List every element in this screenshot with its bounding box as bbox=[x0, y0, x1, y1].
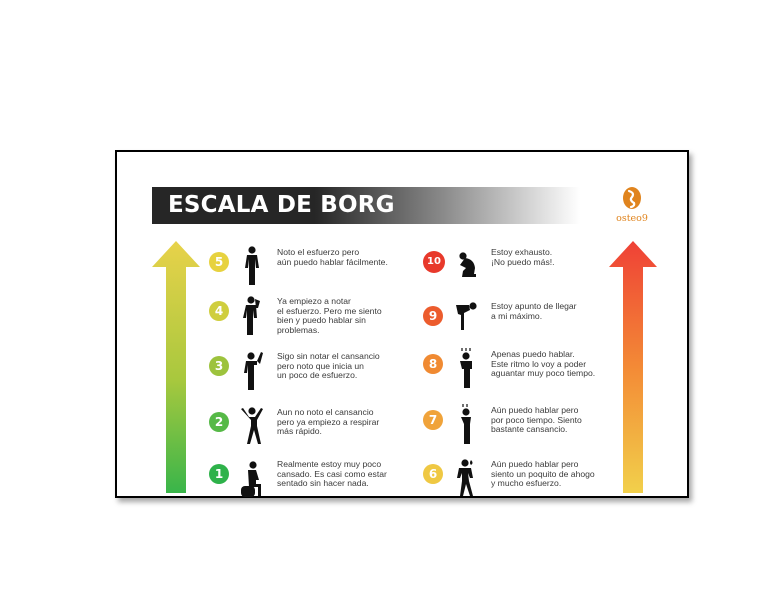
brand-name: osteo9 bbox=[616, 213, 648, 224]
arms-raised-person-icon bbox=[239, 406, 265, 446]
sitting-person-icon bbox=[239, 458, 265, 498]
level-description: Estoy exhausto. ¡No puedo más!. bbox=[491, 247, 555, 267]
exhausted-person-icon bbox=[453, 348, 479, 388]
level-1 bbox=[209, 458, 459, 508]
sweating-person-icon bbox=[453, 458, 479, 498]
brand-logo bbox=[610, 185, 654, 229]
level-4 bbox=[209, 295, 459, 345]
level-description: Estoy apunto de llegar a mi máximo. bbox=[491, 301, 577, 321]
level-badge: 8 bbox=[423, 354, 443, 374]
title-bar bbox=[152, 187, 580, 224]
level-description: Aún puedo hablar pero por poco tiempo. Siento bastante cansancio. bbox=[491, 405, 582, 435]
level-badge: 3 bbox=[209, 356, 229, 376]
level-description: Apenas puedo hablar. Este ritmo lo voy a poder aguantar muy poco tiempo. bbox=[491, 349, 596, 379]
level-badge: 2 bbox=[209, 412, 229, 432]
osteo9-logo-icon bbox=[610, 185, 654, 215]
level-badge: 7 bbox=[423, 410, 443, 430]
waving-person-icon bbox=[239, 350, 265, 390]
level-description: Sigo sin notar el cansancio pero noto que inicia un un poco de esfuerzo. bbox=[277, 351, 380, 381]
level-badge: 1 bbox=[209, 464, 229, 484]
level-3 bbox=[209, 350, 459, 400]
level-badge: 10 bbox=[423, 251, 445, 273]
hand-on-head-person-icon bbox=[239, 295, 265, 335]
level-2 bbox=[209, 406, 459, 456]
level-7 bbox=[423, 404, 673, 454]
level-description: Aun no noto el cansancio pero ya empiezo a respirar más rápido. bbox=[277, 407, 380, 437]
level-description: Realmente estoy muy poco cansado. Es casi como estar sentado sin hacer nada. bbox=[277, 459, 387, 489]
level-6 bbox=[423, 458, 673, 508]
level-badge: 9 bbox=[423, 306, 443, 326]
bent-over-person-icon bbox=[453, 300, 479, 340]
level-10 bbox=[423, 246, 673, 296]
tired-standing-person-icon bbox=[453, 404, 479, 444]
level-badge: 4 bbox=[209, 301, 229, 321]
level-description: Aún puedo hablar pero siento un poquito de ahogo y mucho esfuerzo. bbox=[491, 459, 595, 489]
borg-scale-card bbox=[115, 150, 689, 498]
standing-person-icon bbox=[239, 246, 265, 286]
level-9 bbox=[423, 300, 673, 350]
level-8 bbox=[423, 348, 673, 398]
left-scale-arrow bbox=[150, 239, 202, 495]
page-title: ESCALA DE BORG bbox=[168, 192, 395, 218]
kneeling-person-icon bbox=[453, 246, 479, 286]
level-5 bbox=[209, 246, 459, 296]
level-badge: 5 bbox=[209, 252, 229, 272]
level-description: Ya empiezo a notar el esfuerzo. Pero me siento bien y puedo hablar sin problemas. bbox=[277, 296, 382, 335]
level-badge: 6 bbox=[423, 464, 443, 484]
level-description: Noto el esfuerzo pero aún puedo hablar fácilmente. bbox=[277, 247, 388, 267]
